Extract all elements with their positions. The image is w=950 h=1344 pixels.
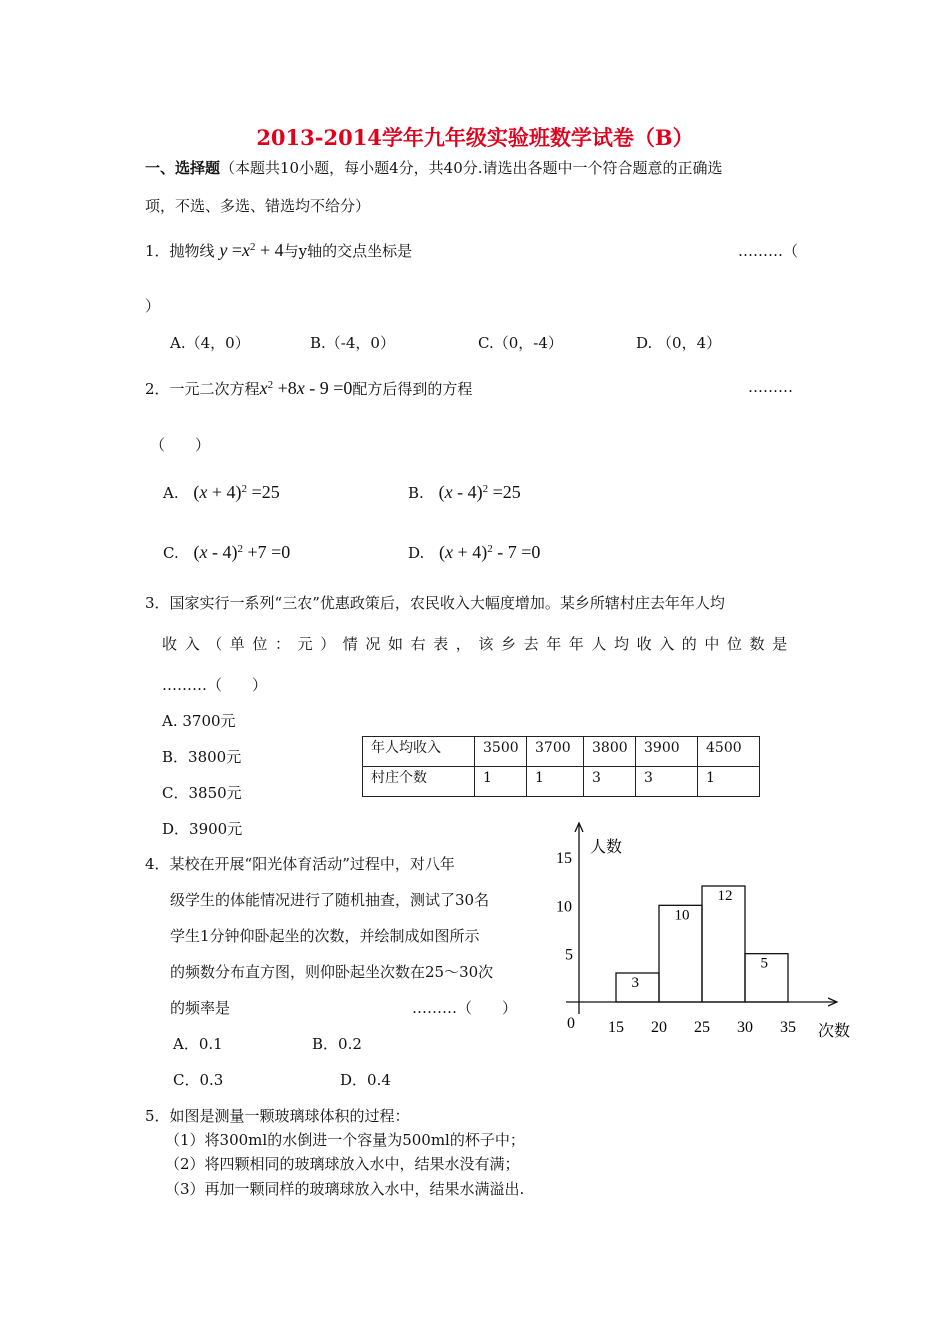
y-tick-10: 10 [556, 898, 572, 916]
table-cell: 1 [527, 767, 584, 797]
table-cell: 3500 [475, 737, 527, 767]
page-title: 2013-2014学年九年级实验班数学试卷（B） [256, 125, 694, 150]
x-tick-20: 20 [651, 1019, 667, 1036]
q1-option-b: B.（-4，0） [310, 334, 395, 352]
q1-option-a: A.（4，0） [170, 334, 250, 352]
q1-option-c: C.（0，-4） [478, 334, 563, 352]
q4-line2: 级学生的体能情况进行了随机抽查，测试了30名 [170, 891, 490, 909]
q3-option-c: C．3850元 [162, 784, 242, 802]
q5-line2: （1）将300ml的水倒进一个容量为500ml的杯子中； [165, 1131, 525, 1149]
q3-line1: 3．国家实行一系列“三农”优惠政策后，农民收入大幅度增加。某乡所辖村庄去年年人均 [145, 594, 725, 612]
q1-option-d: D. （0，4） [636, 334, 722, 352]
q3-line3: ………（ ） [162, 676, 268, 694]
q2-option-d-label: D. [408, 544, 425, 562]
x-ticks [608, 1019, 796, 1036]
q2-option-a: A. $(x + 4)^2 =25$ [163, 482, 280, 502]
y-tick-15: 15 [556, 850, 572, 867]
q4-dots: ………（ ） [412, 999, 518, 1017]
q2-option-c: C. (x - 4)$^2$ +7 =0 [163, 542, 291, 562]
q4-line5: 的频率是 [170, 999, 231, 1017]
x-axis-label: 次数 [818, 1023, 851, 1040]
q4-line4: 的频数分布直方图，则仰卧起坐次数在25～30次 [170, 963, 494, 981]
bars [616, 886, 788, 1002]
table-cell: 3900 [636, 737, 698, 767]
q1-number: 1． [145, 242, 170, 260]
question-1 [145, 240, 412, 261]
q4-option-d: D．0.4 [340, 1071, 391, 1089]
table-cell: 1 [475, 767, 527, 797]
table-cell: 4500 [698, 737, 760, 767]
bar-label-20-25: 10 [674, 907, 690, 924]
q1-equation: $y =x^2 + 4$ [219, 240, 284, 260]
table-row [363, 767, 760, 797]
q5-line4: （3）再加一颗同样的玻璃球放入水中，结果水满溢出. [165, 1180, 525, 1198]
histogram-chart [548, 818, 868, 1048]
question-2 [145, 378, 472, 399]
q2-option-c-label: C. [163, 544, 179, 562]
q1-text-before: 抛物线 [169, 242, 215, 260]
table-cell: 1 [698, 767, 760, 797]
table-cell: 3 [636, 767, 698, 797]
q2-dots: ……… [748, 378, 793, 396]
table-header-income: 年人均收入 [363, 737, 475, 767]
x-tick-35: 35 [780, 1019, 796, 1036]
q1-dots: ………（ [738, 242, 799, 260]
bar-label-25-30: 12 [717, 888, 733, 904]
y-axis-label: 人数 [590, 839, 623, 856]
q4-option-c: C．0.3 [173, 1071, 224, 1089]
origin-label: 0 [567, 1015, 575, 1032]
q2-option-b: B. (x - 4)$^2$ =25 [408, 482, 521, 502]
q2-text-after: 配方后得到的方程 [352, 380, 473, 398]
y-ticks [556, 850, 573, 964]
q1-text-after: 与y轴的交点坐标是 [283, 242, 413, 260]
q2-number: 2． [145, 380, 170, 398]
q2-option-d: D. $(x + 4)^2 - 7 =0$ [408, 542, 541, 562]
x-tick-25: 25 [694, 1019, 710, 1036]
q3-option-b: B．3800元 [162, 748, 242, 766]
q2-equation: $x^2 +8x - 9 =0$ [259, 378, 353, 398]
q3-option-d: D．3900元 [162, 820, 243, 838]
q2-text-before: 一元二次方程 [169, 380, 260, 398]
q2-option-b-label: B. [408, 484, 424, 502]
instructions-line1: （本题共10小题，每小题4分，共40分.请选出各题中一个符合题意的正确选 [220, 159, 723, 177]
q5-line1: 5．如图是测量一颗玻璃球体积的过程： [145, 1107, 410, 1125]
q5-line3: （2）将四颗相同的玻璃球放入水中，结果水没有满； [165, 1155, 520, 1173]
table-header-count: 村庄个数 [363, 767, 475, 797]
q4-option-b: B．0.2 [312, 1035, 362, 1053]
section-instructions [145, 157, 723, 178]
table-cell: 3 [584, 767, 636, 797]
table-cell: 3700 [527, 737, 584, 767]
q4-option-a: A．0.1 [173, 1035, 223, 1053]
q4-line1: 4．某校在开展“阳光体育活动”过程中，对八年 [145, 855, 455, 873]
q1-paren-close: ） [145, 297, 161, 315]
q3-line2: 收入（单位：元）情况如右表，该乡去年年人均收入的中位数是 [162, 635, 795, 653]
bar-label-30-35: 5 [760, 955, 768, 972]
instructions-line2: 项，不选、多选、错选均不给分） [145, 197, 371, 215]
section-heading: 一、选择题 [145, 159, 221, 177]
q4-line3: 学生1分钟仰卧起坐的次数，并绘制成如图所示 [170, 927, 480, 945]
q2-option-a-label: A. [163, 484, 179, 502]
q2-paren: （ ） [150, 436, 211, 454]
bar-label-15-20: 3 [631, 975, 639, 991]
table-cell: 3800 [584, 737, 636, 767]
income-table [362, 736, 760, 797]
y-tick-5: 5 [565, 946, 573, 964]
x-tick-15: 15 [608, 1019, 624, 1036]
x-tick-30: 30 [737, 1019, 753, 1036]
q3-option-a: A. 3700元 [162, 712, 236, 730]
table-row [363, 737, 760, 767]
